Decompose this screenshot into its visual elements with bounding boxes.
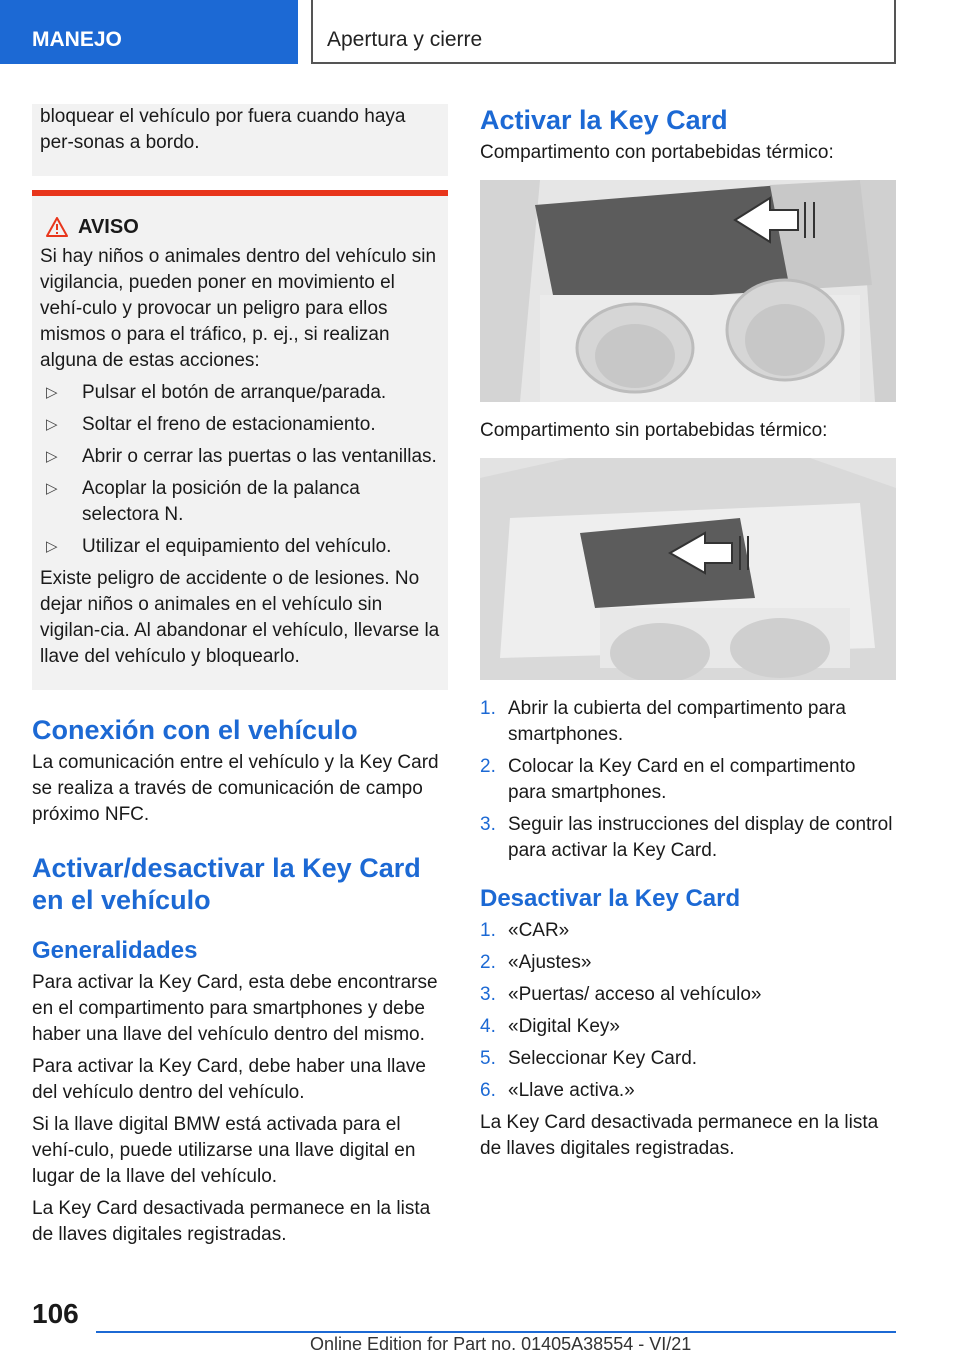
warning-bullet xyxy=(40,534,440,560)
section-tab: MANEJO xyxy=(0,0,298,64)
chapter-title: Apertura y cierre xyxy=(311,0,896,64)
triangle-bullet-icon: ▷ xyxy=(46,538,58,555)
step-number: 4. xyxy=(480,1016,496,1037)
step-text: «CAR» xyxy=(508,920,570,941)
bullet-text: Pulsar el botón de arranque/parada. xyxy=(82,382,387,403)
step-desactivar xyxy=(480,1078,896,1104)
warning-bullet xyxy=(40,444,440,470)
triangle-bullet-icon: ▷ xyxy=(46,384,58,401)
footer-rule xyxy=(96,1331,896,1333)
warning-heading xyxy=(46,214,440,240)
warning-bullet xyxy=(40,476,440,528)
bullet-text: Utilizar el equipamiento del vehículo. xyxy=(82,536,392,557)
paragraph-generalidades-3: Si la llave digital BMW está activada para el vehí-culo, puede utilizarse una llave digital en lugar de la llave del vehículo. xyxy=(32,1114,416,1187)
paragraph-generalidades-2: Para activar la Key Card, debe haber una llave del vehículo dentro del vehículo. xyxy=(32,1056,426,1103)
step-desactivar xyxy=(480,918,896,944)
triangle-bullet-icon: ▷ xyxy=(46,448,58,465)
photo-non-thermal-compartment xyxy=(480,458,896,680)
warning-bullet xyxy=(40,380,440,406)
step-text: Seguir las instrucciones del display de control para activar la Key Card. xyxy=(508,814,893,861)
warning-triangle-icon xyxy=(46,217,68,237)
caption-non-thermal: Compartimento sin portabebidas térmico: xyxy=(480,420,828,441)
step-number: 5. xyxy=(480,1048,496,1069)
step-number: 3. xyxy=(480,984,496,1005)
step-desactivar xyxy=(480,1014,896,1040)
step-text: «Llave activa.» xyxy=(508,1080,635,1101)
step-number: 3. xyxy=(480,814,496,835)
photo-thermal-compartment xyxy=(480,180,896,402)
step-number: 6. xyxy=(480,1080,496,1101)
step-activar xyxy=(480,754,896,806)
step-number: 2. xyxy=(480,756,496,777)
heading-activar-desactivar: Activar/desactivar la Key Card en el vehículo xyxy=(32,853,421,915)
continuation-box xyxy=(32,104,448,176)
page-number: 106 xyxy=(32,1298,79,1329)
left-column xyxy=(32,104,448,1254)
step-desactivar xyxy=(480,950,896,976)
triangle-bullet-icon: ▷ xyxy=(46,416,58,433)
heading-activar: Activar la Key Card xyxy=(480,105,728,135)
step-desactivar xyxy=(480,982,896,1008)
paragraph-final: La Key Card desactivada permanece en la lista de llaves digitales registradas. xyxy=(480,1112,879,1159)
warning-bullet xyxy=(40,412,440,438)
step-text: Seleccionar Key Card. xyxy=(508,1048,698,1069)
paragraph-generalidades-4: La Key Card desactivada permanece en la lista de llaves digitales registradas. xyxy=(32,1198,431,1245)
bullet-text: Soltar el freno de estacionamiento. xyxy=(82,414,376,435)
step-text: Abrir la cubierta del compartimento para smartphones. xyxy=(508,698,846,745)
heading-generalidades: Generalidades xyxy=(32,937,198,964)
step-desactivar xyxy=(480,1046,896,1072)
heading-conexion: Conexión con el vehículo xyxy=(32,715,358,745)
warning-outro: Existe peligro de accidente o de lesiones. No dejar niños o animales en el vehículo sin vigilan-cia. Al abandonar el vehículo, llevarse la llave del vehículo y bloquearlo. xyxy=(40,568,440,667)
warning-title: AVISO xyxy=(78,216,139,238)
caption-thermal: Compartimento con portabebidas térmico: xyxy=(480,142,834,163)
warning-intro: Si hay niños o animales dentro del vehículo sin vigilancia, pueden poner en movimiento el vehí-culo y provocar un peligro para ellos mismos o para el tráfico, p. ej., si realizan alguna de estas acciones: xyxy=(40,246,437,371)
step-text: «Puertas/ acceso al vehículo» xyxy=(508,984,762,1005)
continuation-text: bloquear el vehículo por fuera cuando haya per-sonas a bordo. xyxy=(40,106,406,153)
paragraph-generalidades-1: Para activar la Key Card, esta debe encontrarse en el compartimento para smartphones y debe haber una llave del vehículo dentro del mismo. xyxy=(32,972,438,1045)
right-column xyxy=(480,104,896,1168)
footer-edition: Online Edition for Part no. 01405A38554 - VI/21 xyxy=(310,1334,692,1354)
heading-desactivar: Desactivar la Key Card xyxy=(480,885,741,912)
warning-box xyxy=(32,190,448,690)
step-number: 2. xyxy=(480,952,496,973)
step-text: «Digital Key» xyxy=(508,1016,620,1037)
step-activar xyxy=(480,696,896,748)
step-number: 1. xyxy=(480,698,496,719)
bullet-text: Abrir o cerrar las puertas o las ventanillas. xyxy=(82,446,437,467)
step-text: «Ajustes» xyxy=(508,952,592,973)
step-text: Colocar la Key Card en el compartimento para smartphones. xyxy=(508,756,856,803)
step-activar xyxy=(480,812,896,864)
bullet-text: Acoplar la posición de la palanca selectora N. xyxy=(82,478,360,525)
triangle-bullet-icon: ▷ xyxy=(46,480,58,497)
paragraph-conexion: La comunicación entre el vehículo y la Key Card se realiza a través de comunicación de campo próximo NFC. xyxy=(32,752,439,825)
step-number: 1. xyxy=(480,920,496,941)
